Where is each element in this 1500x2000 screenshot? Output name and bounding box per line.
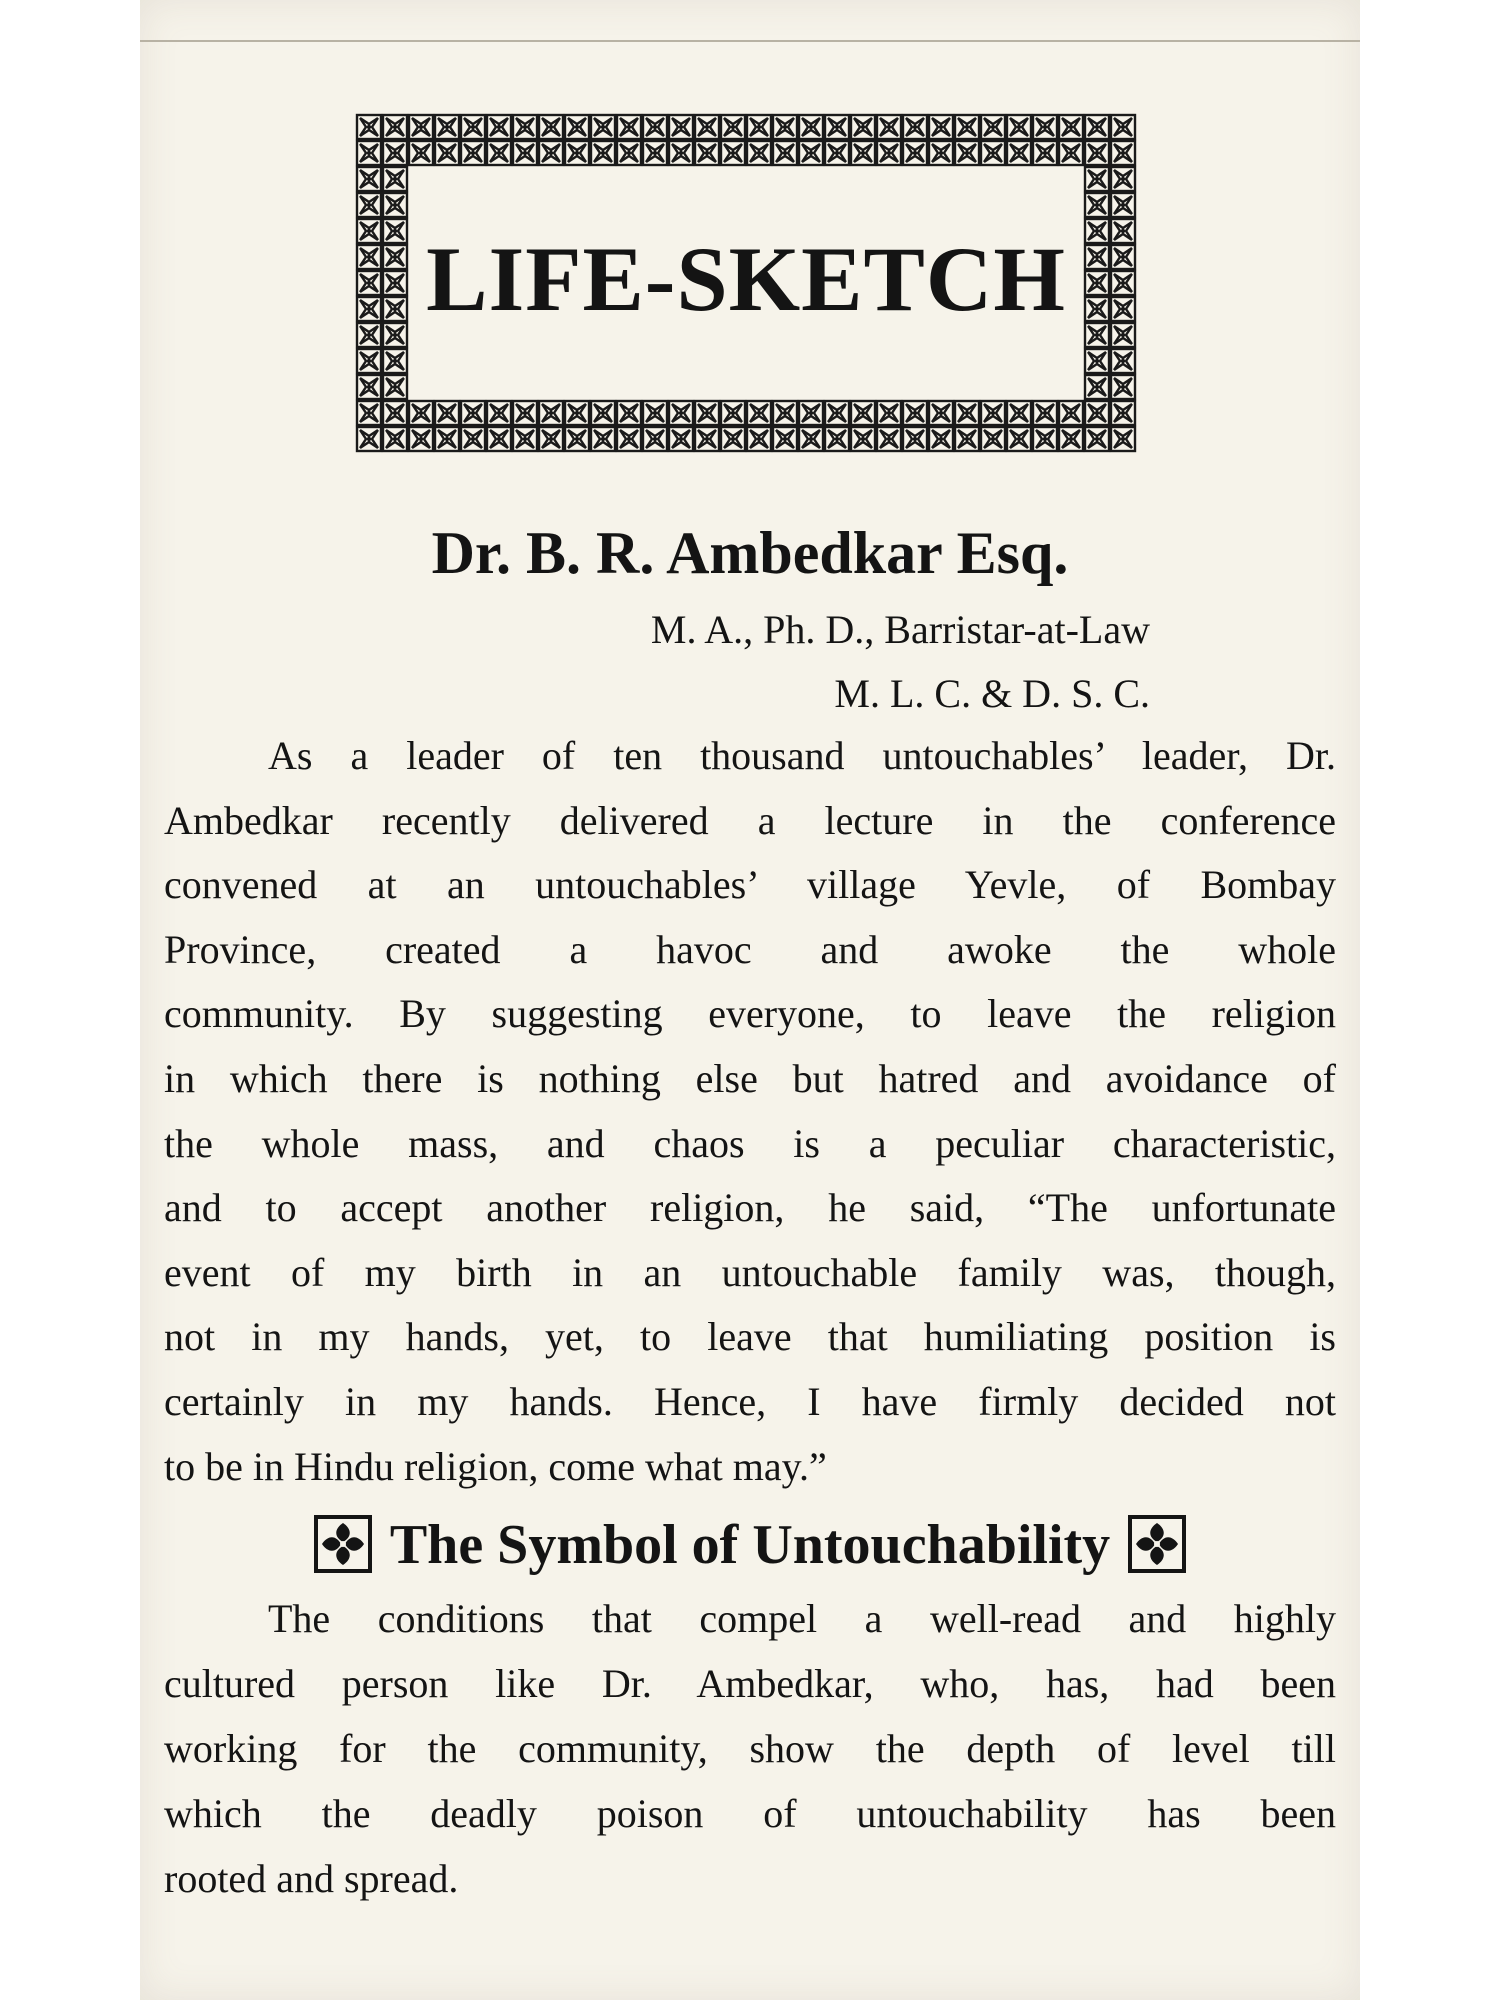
decorative-knot-icon [1007,141,1031,165]
decorative-knot-icon [851,401,875,425]
decorative-knot-icon [383,401,407,425]
decorative-knot-icon [357,167,381,191]
decorative-knot-icon [1085,427,1109,451]
decorative-knot-icon [1085,297,1109,321]
decorative-knot-icon [487,141,511,165]
decorative-knot-icon [669,115,693,139]
decorative-knot-icon [1007,427,1031,451]
decorative-knot-icon [461,401,485,425]
decorative-knot-icon [1111,427,1135,451]
decorative-knot-icon [383,271,407,295]
decorative-knot-icon [799,427,823,451]
decorative-knot-icon [409,115,433,139]
decorative-knot-icon [1111,141,1135,165]
quatrefoil-ornament-icon [314,1515,372,1573]
decorative-knot-icon [1085,375,1109,399]
decorative-knot-icon [1059,141,1083,165]
decorative-knot-icon [955,141,979,165]
decorative-knot-icon [695,401,719,425]
decorative-knot-icon [721,115,745,139]
decorative-knot-icon [357,375,381,399]
decorative-knot-icon [409,427,433,451]
decorative-knot-icon [929,115,953,139]
decorative-knot-icon [773,115,797,139]
degrees-block [651,598,1150,726]
decorative-knot-icon [1085,141,1109,165]
decorative-knot-icon [643,401,667,425]
paragraph-line: As a leader of ten thousand untouchables’ leader, Dr. [268,733,1336,778]
decorative-knot-icon [825,141,849,165]
decorative-knot-icon [981,115,1005,139]
decorative-knot-icon [487,115,511,139]
paragraph-line: community. By suggesting everyone, to leave the religion [164,991,1336,1037]
decorative-knot-icon [851,115,875,139]
decorative-knot-icon [747,401,771,425]
paragraph-line: cultured person like Dr. Ambedkar, who, has, had been [164,1661,1336,1706]
decorative-knot-icon [1085,219,1109,243]
decorative-knot-icon [903,427,927,451]
decorative-knot-icon [357,401,381,425]
decorative-knot-icon [1085,245,1109,269]
decorative-knot-icon [539,141,563,165]
decorative-knot-icon [513,427,537,451]
paragraph-line: rooted and spread. [164,1856,459,1901]
decorative-knot-icon [357,245,381,269]
decorative-knot-icon [1111,271,1135,295]
decorative-knot-icon [955,401,979,425]
decorative-knot-icon [357,323,381,347]
decorative-knot-icon [383,245,407,269]
decorative-knot-icon [357,141,381,165]
decorative-knot-icon [1111,167,1135,191]
decorative-knot-icon [617,401,641,425]
paragraph-line: certainly in my hands. Hence, I have firmly decided not [164,1378,1336,1424]
decorative-knot-icon [591,401,615,425]
decorative-knot-icon [669,427,693,451]
decorative-knot-icon [383,219,407,243]
decorative-knot-icon [1111,349,1135,373]
decorative-knot-icon [721,141,745,165]
decorative-knot-icon [929,427,953,451]
decorative-knot-icon [487,401,511,425]
decorative-knot-icon [1111,401,1135,425]
decorative-knot-icon [773,427,797,451]
paragraph-line: Province, created a havoc and awoke the whole [164,926,1336,972]
decorative-knot-icon [435,427,459,451]
decorative-knot-icon [435,115,459,139]
decorative-knot-icon [695,141,719,165]
decorative-knot-icon [1085,349,1109,373]
decorative-knot-icon [565,427,589,451]
paragraph-line: the whole mass, and chaos is a peculiar characteristic, [164,1120,1336,1166]
decorative-knot-icon [695,115,719,139]
paragraph-line: convened at an untouchables’ village Yevle, of Bombay [164,862,1336,908]
section-heading [140,1500,1360,1590]
decorative-knot-icon [1033,141,1057,165]
decorative-knot-icon [565,141,589,165]
paragraph-2 [164,1586,1336,1911]
decorative-knot-icon [1111,193,1135,217]
decorative-knot-icon [1007,115,1031,139]
decorative-knot-icon [747,115,771,139]
decorative-knot-icon [357,219,381,243]
decorative-knot-icon [383,349,407,373]
decorative-knot-icon [747,427,771,451]
decorative-knot-icon [851,141,875,165]
decorative-knot-icon [981,427,1005,451]
decorative-knot-icon [1111,297,1135,321]
decorative-knot-icon [383,297,407,321]
paragraph-line: working for the community, show the depth of level till [164,1726,1336,1771]
decorative-knot-icon [1059,401,1083,425]
decorative-knot-icon [1111,219,1135,243]
decorative-knot-icon [799,401,823,425]
decorative-knot-icon [903,141,927,165]
decorative-knot-icon [669,141,693,165]
decorative-knot-icon [929,401,953,425]
decorative-knot-icon [1111,323,1135,347]
decorative-knot-icon [357,115,381,139]
decorative-knot-icon [409,401,433,425]
decorative-knot-icon [773,141,797,165]
decorative-knot-icon [669,401,693,425]
decorative-knot-icon [383,375,407,399]
decorative-knot-icon [955,427,979,451]
decorative-knot-icon [357,349,381,373]
document-page [140,0,1360,2000]
decorative-knot-icon [1007,401,1031,425]
decorative-knot-icon [877,141,901,165]
decorative-knot-icon [1085,167,1109,191]
decorative-knot-icon [513,401,537,425]
decorative-knot-icon [539,115,563,139]
decorative-knot-icon [955,115,979,139]
decorative-knot-icon [435,401,459,425]
decorative-knot-icon [539,401,563,425]
decorative-knot-icon [903,401,927,425]
decorative-knot-icon [357,271,381,295]
decorative-knot-icon [1085,271,1109,295]
decorative-knot-icon [825,427,849,451]
decorative-knot-icon [643,141,667,165]
paragraph-line: to be in Hindu religion, come what may.” [164,1443,827,1489]
decorative-knot-icon [1033,115,1057,139]
decorative-knot-icon [1111,245,1135,269]
decorative-knot-icon [461,427,485,451]
decorative-knot-icon [383,193,407,217]
decorative-knot-icon [1085,323,1109,347]
decorative-knot-icon [721,427,745,451]
decorative-knot-icon [461,115,485,139]
paragraph-line: and to accept another religion, he said, “The unfortunate [164,1185,1336,1231]
decorative-knot-icon [357,427,381,451]
decorative-knot-icon [539,427,563,451]
decorative-knot-icon [383,167,407,191]
decorative-knot-icon [1085,401,1109,425]
paragraph-1 [164,724,1336,1499]
decorative-knot-icon [825,401,849,425]
degrees-line-1: M. A., Ph. D., Barristar-at-Law [650,607,1150,652]
decorative-knot-icon [1111,375,1135,399]
paragraph-line: not in my hands, yet, to leave that humiliating position is [164,1314,1336,1360]
decorative-knot-icon [643,427,667,451]
decorative-knot-icon [513,115,537,139]
paragraph-line: Ambedkar recently delivered a lecture in the conference [164,797,1336,843]
top-rule [140,40,1360,42]
decorative-knot-icon [565,401,589,425]
decorative-knot-icon [851,427,875,451]
decorative-knot-icon [643,115,667,139]
decorative-knot-icon [617,115,641,139]
decorative-knot-icon [877,115,901,139]
decorative-knot-icon [513,141,537,165]
decorative-knot-icon [617,427,641,451]
decorative-knot-icon [1111,115,1135,139]
decorative-knot-icon [591,141,615,165]
decorative-knot-icon [747,141,771,165]
decorative-knot-icon [591,427,615,451]
decorative-knot-icon [1033,427,1057,451]
decorative-knot-icon [487,427,511,451]
decorative-knot-icon [409,141,433,165]
degrees-line-2: M. L. C. & D. S. C. [834,671,1150,716]
paragraph-line: The conditions that compel a well-read and highly [268,1596,1336,1641]
page-title: LIFE-SKETCH [426,228,1066,330]
decorative-knot-icon [565,115,589,139]
decorative-knot-icon [461,141,485,165]
paragraph-line: in which there is nothing else but hatred and avoidance of [164,1055,1336,1101]
decorative-knot-icon [981,141,1005,165]
decorative-knot-icon [929,141,953,165]
decorative-knot-icon [383,323,407,347]
person-name-heading: Dr. B. R. Ambedkar Esq. [431,520,1069,586]
decorative-knot-icon [383,141,407,165]
decorative-knot-icon [799,115,823,139]
decorative-knot-icon [1059,115,1083,139]
decorative-knot-icon [435,141,459,165]
decorative-knot-icon [383,427,407,451]
decorative-knot-icon [357,193,381,217]
decorative-knot-icon [773,401,797,425]
paragraph-line: event of my birth in an untouchable family was, though, [164,1249,1336,1295]
quatrefoil-ornament-icon [1128,1515,1186,1573]
decorative-knot-icon [825,115,849,139]
decorative-knot-icon [383,115,407,139]
decorative-knot-icon [357,297,381,321]
paragraph-line: which the deadly poison of untouchability has been [164,1791,1336,1836]
decorative-knot-icon [981,401,1005,425]
decorative-knot-icon [903,115,927,139]
decorative-knot-icon [1085,193,1109,217]
decorative-knot-icon [877,401,901,425]
decorative-knot-icon [799,141,823,165]
decorative-knot-icon [1085,115,1109,139]
decorative-knot-icon [617,141,641,165]
decorative-knot-icon [721,401,745,425]
decorative-knot-icon [695,427,719,451]
decorative-knot-icon [1033,401,1057,425]
decorative-knot-icon [591,115,615,139]
decorative-knot-icon [877,427,901,451]
section-heading-text: The Symbol of Untouchability [389,1514,1111,1576]
decorative-knot-icon [1059,427,1083,451]
title-frame [346,112,1146,454]
